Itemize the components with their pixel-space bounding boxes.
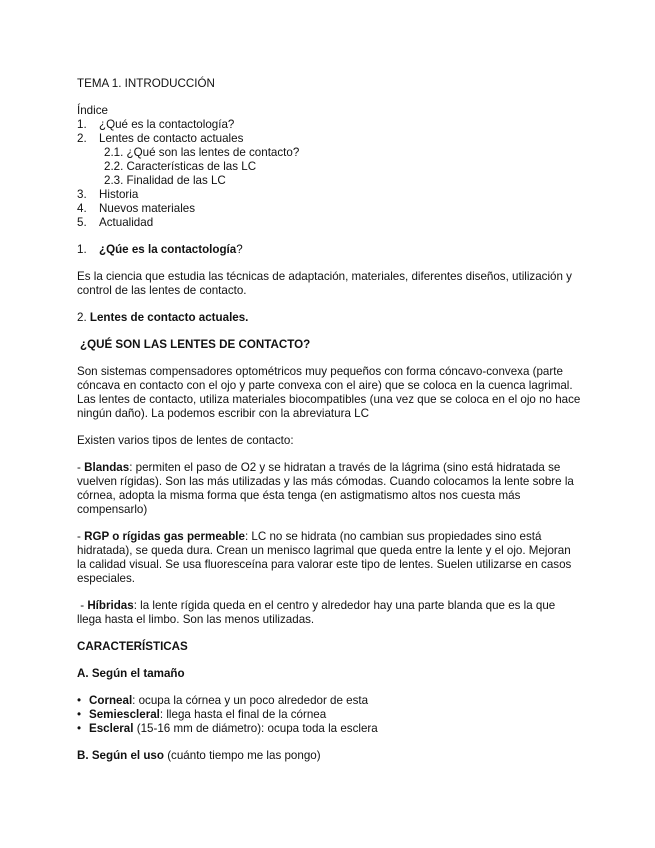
list-item	[77, 722, 582, 736]
use-subheading	[77, 749, 582, 763]
index-item	[77, 202, 582, 216]
index-item-text: ¿Qué es la contactología?	[99, 118, 235, 131]
list-item-text: (15-16 mm de diámetro): ocupa toda la esclera	[133, 722, 378, 735]
spacer	[77, 517, 582, 530]
section-title-bold: Lentes de contacto actuales.	[89, 311, 249, 324]
spacer	[77, 421, 582, 434]
index-heading: Índice	[77, 104, 108, 117]
index-item-text: Nuevos materiales	[99, 202, 196, 215]
index-item	[77, 132, 582, 146]
section-title-suffix: ?	[236, 243, 243, 256]
section-title-bold: ¿Qúe es la contactología	[99, 243, 237, 256]
index-section	[77, 104, 582, 230]
spacer	[77, 325, 582, 338]
index-item-number: 4.	[77, 202, 87, 215]
type-hibridas	[77, 599, 582, 627]
list-item-label: Semiescleral	[89, 708, 160, 721]
index-item-number: 2.	[77, 132, 87, 145]
list-item-text: : ocupa la córnea y un poco alrededor de esta	[132, 694, 369, 707]
type-text: : la lente rígida queda en el centro y alrededor hay una parte blanda que es la que llega hasta el limbo. Son las menos utilizadas.	[77, 599, 556, 626]
section-1-heading	[77, 243, 582, 257]
spacer	[77, 586, 582, 599]
caracteristicas-heading	[77, 640, 582, 654]
list-item-label: Corneal	[89, 694, 133, 707]
list-item-text: : llega hasta el final de la córnea	[159, 708, 327, 721]
spacer	[77, 91, 582, 104]
index-item	[77, 118, 582, 132]
use-subheading-suffix: (cuánto tiempo me las pongo)	[163, 749, 321, 762]
index-subitem: 2.3. Finalidad de las LC	[104, 174, 226, 187]
spacer	[77, 298, 582, 311]
spacer	[77, 736, 582, 749]
list-item-label: Escleral	[89, 722, 134, 735]
section-1-body: Es la ciencia que estudia las técnicas de adaptación, materiales, diferentes diseños, utilización y control de las lentes de contacto.	[77, 270, 572, 297]
type-rgp	[77, 530, 582, 586]
type-blandas	[77, 461, 582, 517]
list-item-content	[89, 694, 368, 708]
what-are-body: Son sistemas compensadores optométricos muy pequeños con forma cóncavo-convexa (parte cóncava en contacto con el ojo y parte convexa con el aire) que se coloca en la cuenca lagrimal. Las lentes de contacto, utiliza materiales biocompatibles (una vez que se coloca en el ojo no hace ningún daño). La podemos escribir con la abreviatura LC	[77, 365, 581, 420]
section-number: 1.	[77, 243, 87, 256]
list-item	[77, 708, 582, 722]
types-intro: Existen varios tipos de lentes de contacto:	[77, 434, 294, 447]
document-page	[77, 77, 582, 763]
bullet-icon: •	[77, 722, 82, 735]
index-subitem: 2.1. ¿Qué son las lentes de contacto?	[104, 146, 300, 159]
index-item-number: 5.	[77, 216, 87, 229]
spacer	[77, 230, 582, 243]
document-title: TEMA 1. INTRODUCCIÓN	[77, 77, 215, 90]
what-are-heading	[77, 338, 582, 352]
type-label: Híbridas	[87, 599, 134, 612]
spacer	[77, 257, 582, 270]
spacer	[77, 681, 582, 694]
index-item	[77, 188, 582, 202]
type-label: Blandas	[84, 461, 130, 474]
index-item-text: Lentes de contacto actuales	[99, 132, 244, 145]
index-item-number: 1.	[77, 118, 87, 131]
type-text: : LC no se hidrata (no cambian sus propiedades sino está hidratada), se queda dura. Crean un menisco lagrimal que queda entre la lente y el ojo. Mejoran la calidad visual. Se usa fluoresceína para valorar este tipo de lentes. Suelen utilizarse en casos especiales.	[77, 530, 572, 585]
type-prefix: -	[77, 599, 88, 612]
list-item-content	[89, 708, 326, 722]
index-item-text: Actualidad	[99, 216, 154, 229]
size-subheading-text: A. Según el tamaño	[77, 667, 185, 680]
list-item-content	[89, 722, 378, 736]
size-subheading	[77, 667, 582, 681]
bullet-icon: •	[77, 694, 82, 707]
type-prefix: -	[77, 461, 85, 474]
what-are-heading-text: ¿QUÉ SON LAS LENTES DE CONTACTO?	[80, 338, 311, 351]
type-prefix: -	[77, 530, 85, 543]
index-item-number: 3.	[77, 188, 87, 201]
caracteristicas-heading-text: CARACTERÍSTICAS	[77, 640, 188, 653]
spacer	[77, 627, 582, 640]
spacer	[77, 352, 582, 365]
section-2-heading	[77, 311, 582, 325]
index-item-text: Historia	[99, 188, 139, 201]
section-title	[99, 243, 243, 257]
size-list	[77, 694, 582, 736]
type-label: RGP o rígidas gas permeable	[84, 530, 245, 543]
section-number: 2.	[77, 311, 87, 324]
spacer	[77, 448, 582, 461]
list-item	[77, 694, 582, 708]
spacer	[77, 654, 582, 667]
index-item	[77, 216, 582, 230]
index-subitem: 2.2. Características de las LC	[104, 160, 257, 173]
use-subheading-text: B. Según el uso	[77, 749, 164, 762]
bullet-icon: •	[77, 708, 82, 721]
type-text: : permiten el paso de O2 y se hidratan a través de la lágrima (sino está hidratada se vuelven rígidas). Son las más utilizadas y las más cómodas. Cuando colocamos la lente sobre la córnea, adopta la misma forma que ésta tenga (en astigmatismo altos nos cuesta más compensarlo)	[77, 461, 574, 516]
